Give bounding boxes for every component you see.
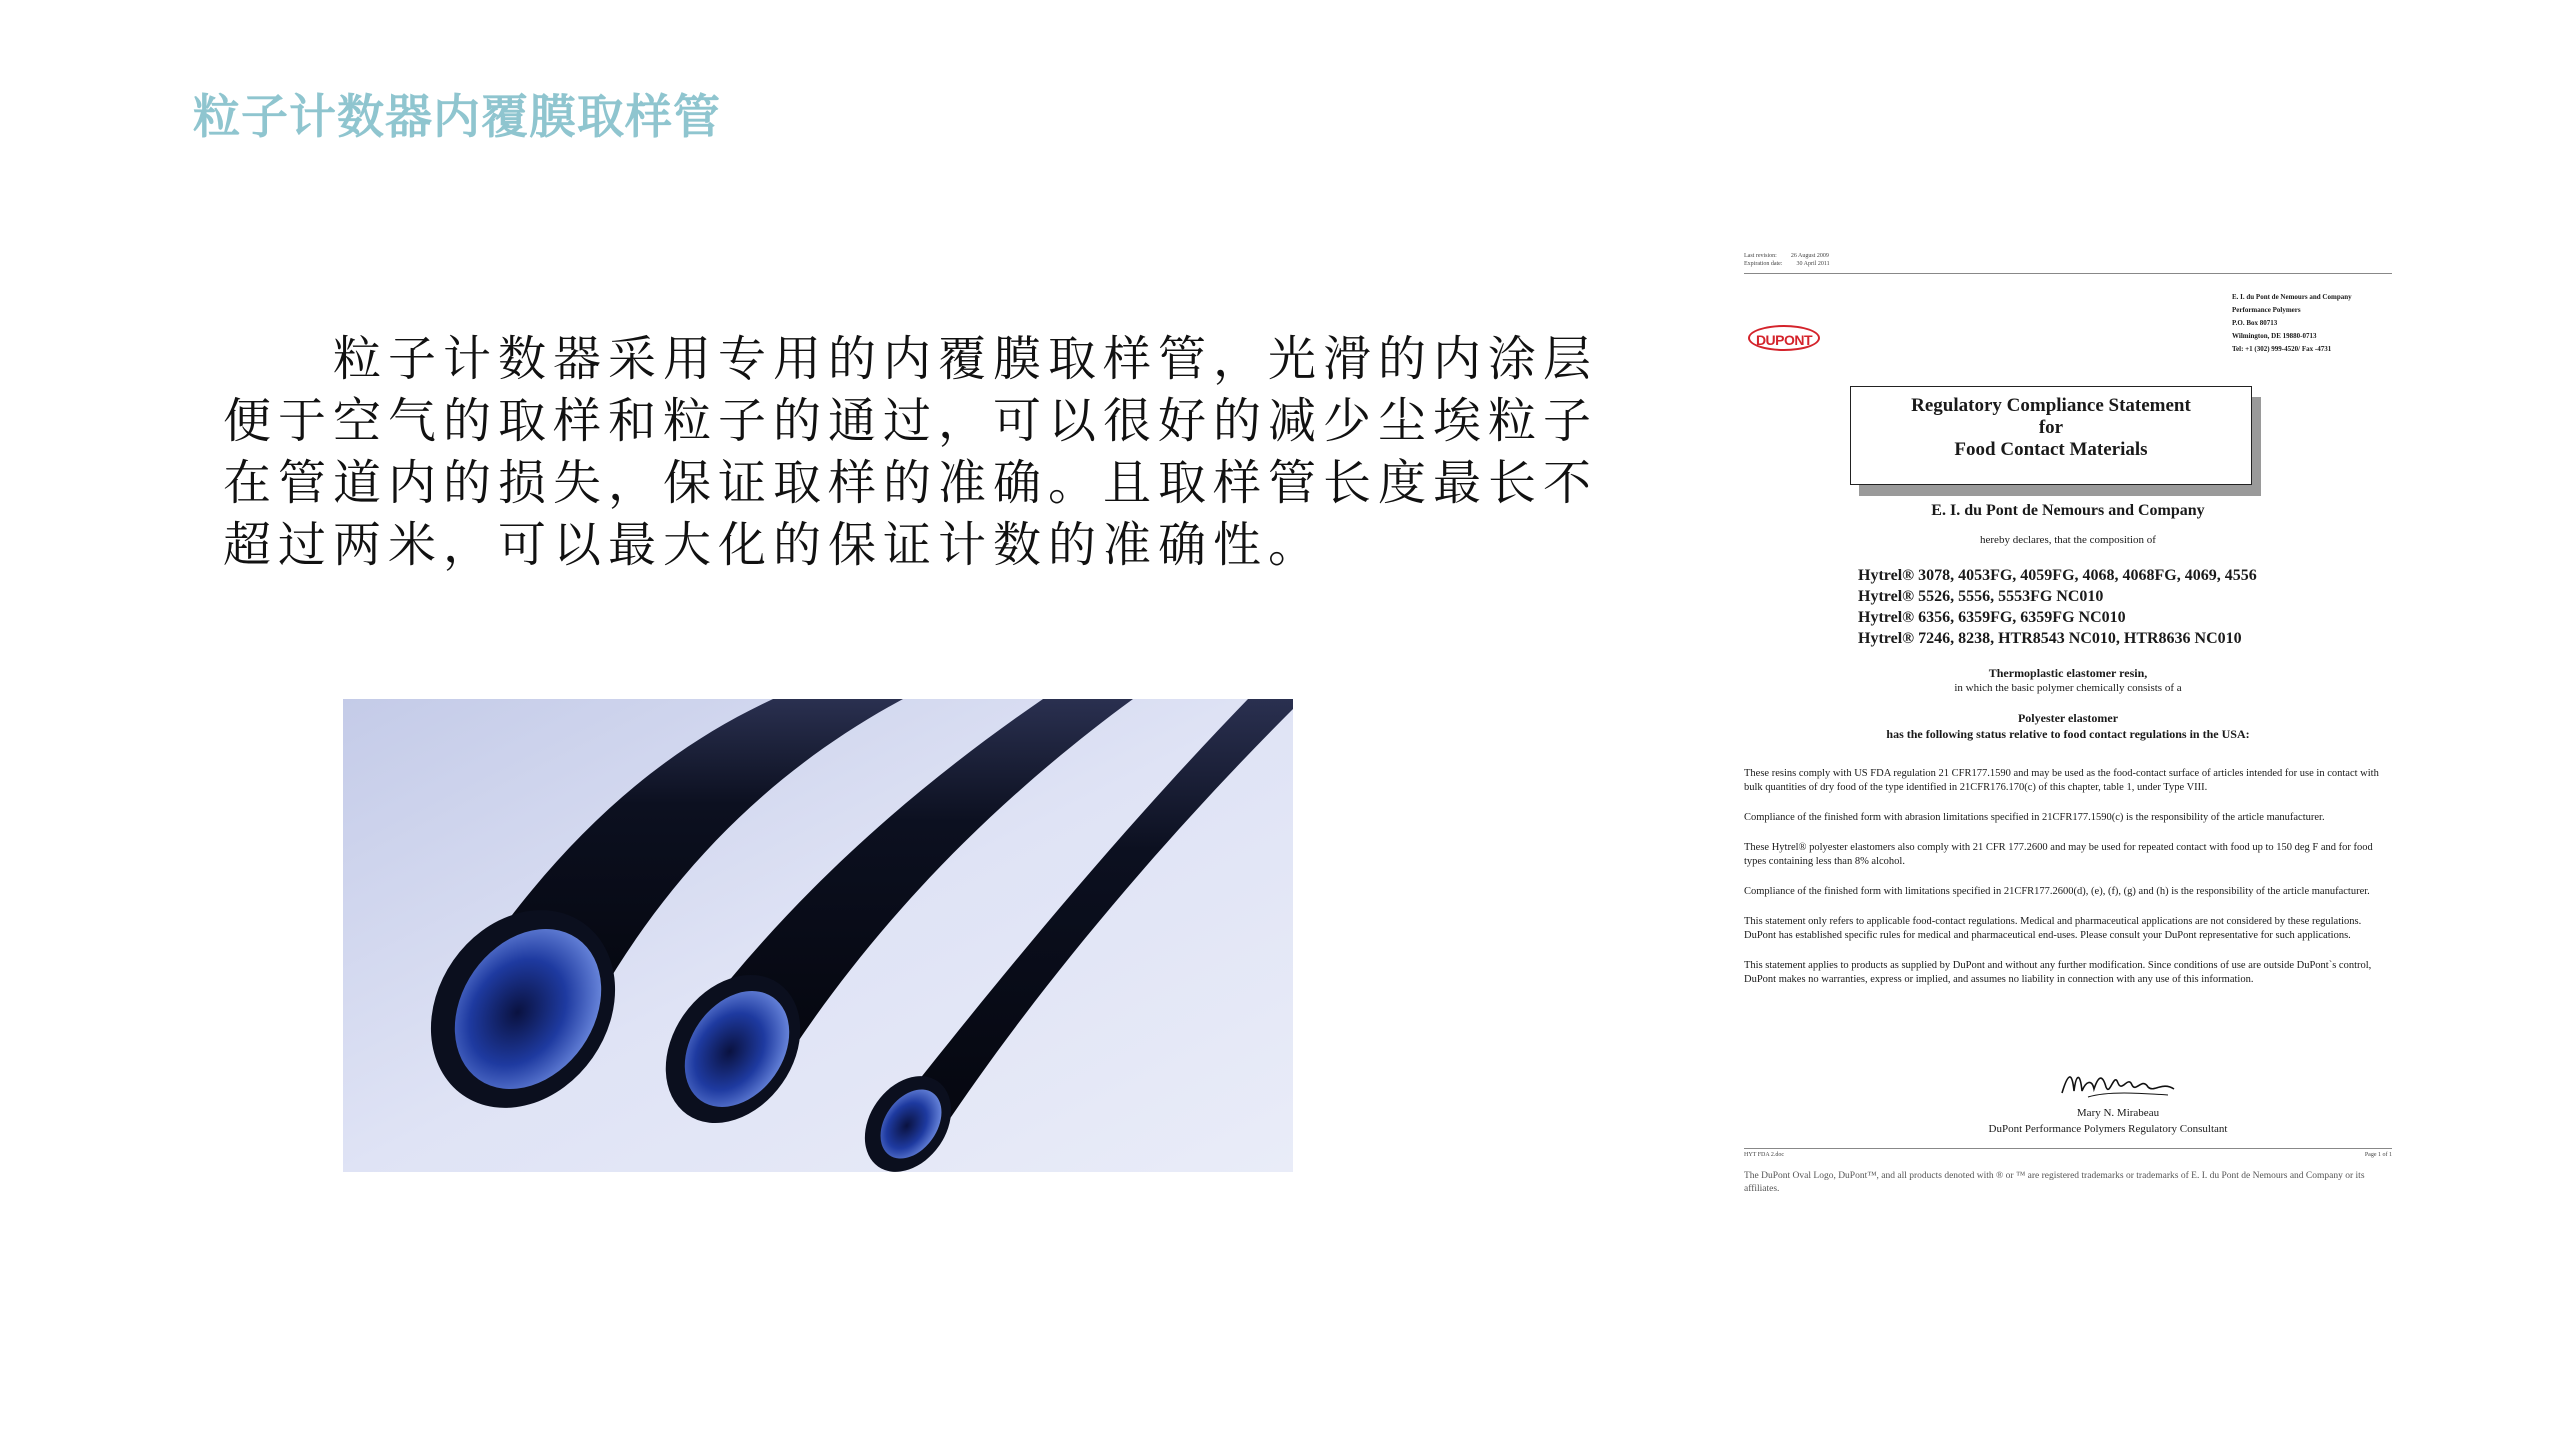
polymer-subtext: has the following status relative to food contact regulations in the USA: xyxy=(1886,727,2250,741)
slide-title: 粒子计数器内覆膜取样管 xyxy=(193,90,721,145)
product-line: Hytrel® 3078, 4053FG, 4059FG, 4068, 4068FG, 4069, 4556 xyxy=(1858,567,2257,584)
compliance-paragraph: This statement applies to products as supplied by DuPont and without any further modification. Since conditions of use are outside DuPont`s control, DuPont makes no warranties, express or implied, and assumes no liability in connection with any use of this information. xyxy=(1744,960,2372,985)
product-line: Hytrel® 5526, 5556, 5553FG NC010 xyxy=(1858,588,2104,605)
revision-info xyxy=(1744,252,1830,268)
company-address xyxy=(2232,291,2392,356)
compliance-paragraph: Compliance of the finished form with limitations specified in 21CFR177.2600(d), (e), (f), (g) and (h) is the responsibility of the article manufacturer. xyxy=(1744,886,2370,897)
body-paragraph: 粒子计数器采用专用的内覆膜取样管，光滑的内涂层便于空气的取样和粒子的通过，可以很好的减少尘埃粒子在管道内的损失，保证取样的准确。且取样管长度最长不超过两米，可以最大化的保证计数的准确性。 xyxy=(223,331,1599,573)
compliance-certificate xyxy=(1738,245,2398,1205)
company-box: P.O. Box 80713 xyxy=(2232,319,2278,327)
statement-line3: Food Contact Materials xyxy=(1954,439,2148,460)
compliance-paragraph: These resins comply with US FDA regulation 21 CFR177.1590 and may be used as the food-contact surface of articles intended for use in contact with bulk quantities of dry food of the type identified in 21CFR176.170(c) of this chapter, table 1, under Type VIII. xyxy=(1744,768,2379,793)
company-name: E. I. du Pont de Nemours and Company xyxy=(2232,293,2352,301)
resin-type: Thermoplastic elastomer resin, xyxy=(1988,666,2148,680)
compliance-paragraph: This statement only refers to applicable food-contact regulations. Medical and pharmaceutical applications are not considered by these regulations. DuPont has established specific rules for medical and pharmaceutical end-uses. Please consult your DuPont representative for such applications. xyxy=(1744,916,2362,941)
statement-title-box xyxy=(1850,386,2252,485)
product-line: Hytrel® 6356, 6359FG, 6359FG NC010 xyxy=(1858,609,2126,626)
last-revision-label: Last revision: xyxy=(1744,253,1777,259)
signer-title: DuPont Performance Polymers Regulatory Consultant xyxy=(1988,1123,2228,1135)
footer-page: Page 1 of 1 xyxy=(2364,1152,2392,1158)
last-revision-value: 26 August 2009 xyxy=(1790,253,1829,259)
statement-line2: for xyxy=(2038,417,2064,438)
sampling-tubes-photo xyxy=(343,699,1293,1172)
dupont-logo: DUPONT xyxy=(1748,325,1820,351)
compliance-paragraph: These Hytrel® polyester elastomers also comply with 21 CFR 177.2600 and may be used for repeated contact with food up to 150 deg F and for food types containing less than 8% alcohol. xyxy=(1744,842,2373,867)
declarant-name: E. I. du Pont de Nemours and Company xyxy=(1931,502,2205,519)
polymer-type: Polyester elastomer xyxy=(2017,711,2119,725)
footer-filename: HYT FDA 2.doc xyxy=(1744,1152,1785,1158)
product-list xyxy=(1858,565,2257,649)
signer-name: Mary N. Mirabeau xyxy=(2076,1107,2160,1119)
document-footer xyxy=(1744,1152,2392,1158)
expiration-label: Expiration date: xyxy=(1744,261,1783,267)
resin-subtext: in which the basic polymer chemically consists of a xyxy=(1954,682,2182,694)
header-divider xyxy=(1744,273,2392,274)
product-line: Hytrel® 7246, 8238, HTR8543 NC010, HTR8636 NC010 xyxy=(1858,630,2242,647)
company-tel: Tel: +1 (302) 999-4520/ Fax -4731 xyxy=(2232,345,2332,353)
company-division: Performance Polymers xyxy=(2232,306,2301,314)
company-city: Wilmington, DE 19880-0713 xyxy=(2232,332,2317,340)
handwritten-signature xyxy=(2058,1063,2178,1103)
declaration-intro: hereby declares, that the composition of xyxy=(1980,534,2156,546)
compliance-paragraph: Compliance of the finished form with abrasion limitations specified in 21CFR177.1590(c) is the responsibility of the article manufacturer. xyxy=(1744,812,2325,823)
footer-divider xyxy=(1744,1148,2392,1149)
trademark-notice: The DuPont Oval Logo, DuPont™, and all products denoted with ® or ™ are registered trademarks or trademarks of E. I. du Pont de Nemours and Company or its affiliates. xyxy=(1744,1171,2365,1194)
statement-line1: Regulatory Compliance Statement xyxy=(1911,395,2191,416)
compliance-paragraphs xyxy=(1744,767,2392,1003)
expiration-value: 30 April 2011 xyxy=(1796,261,1830,267)
